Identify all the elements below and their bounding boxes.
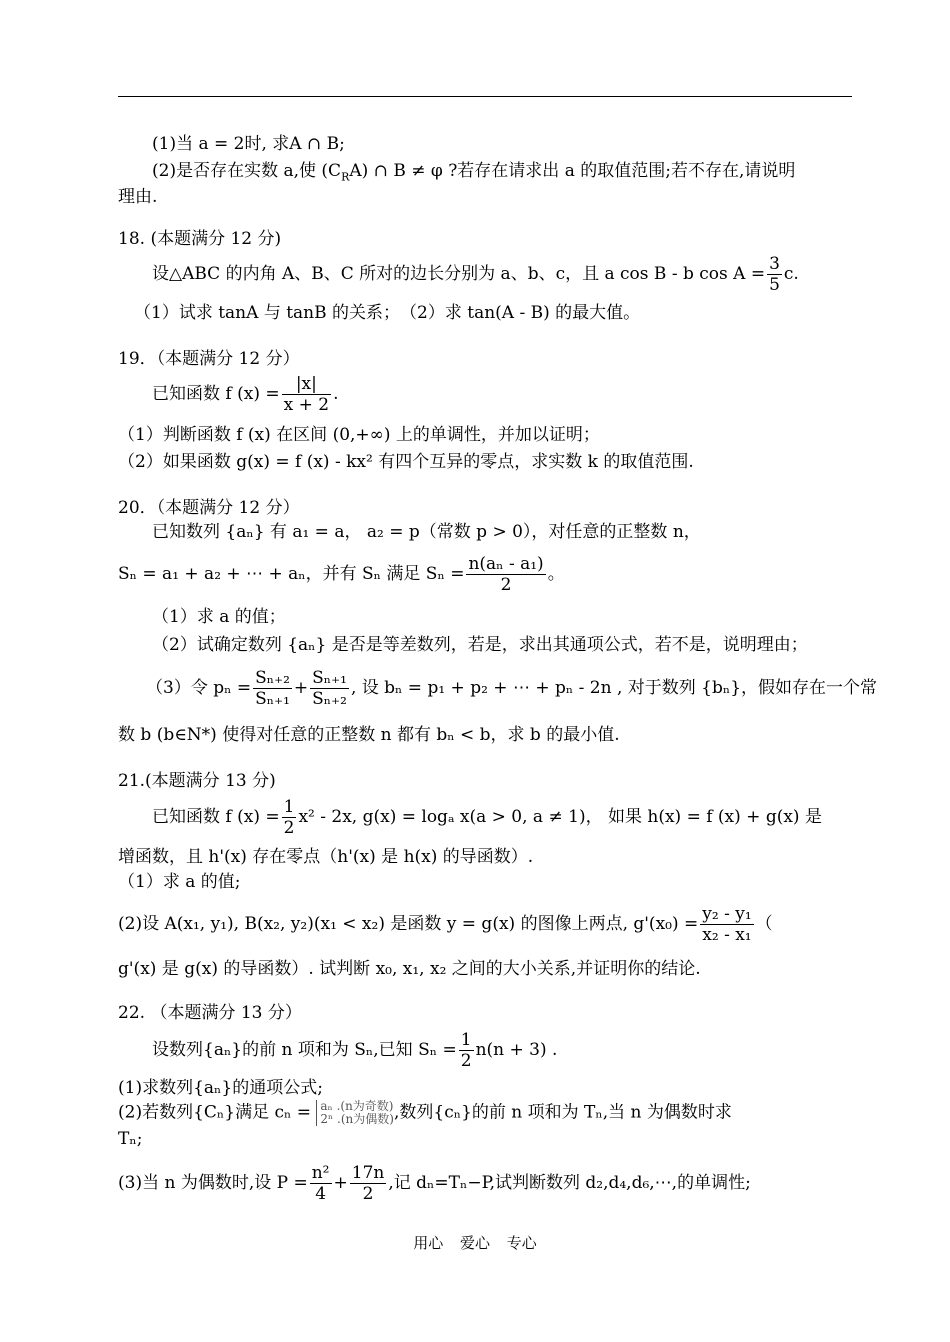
- q18-parts: （1）试求 tanA 与 tanB 的关系； （2）求 tan(A - B) 的最大值。: [134, 303, 641, 323]
- q22-part1: (1)求数列{aₙ}的通项公式;: [118, 1078, 323, 1098]
- q22-part3: (3)当 n 为偶数时,设 P = $\frac{\text{n²}}{4}$ + $\frac{17n}{2}$ ,记 dₙ=Tₙ−P,试判断数列 d₂,d₄,d₆,⋯,的单调性;: [118, 1163, 751, 1204]
- q21-header: 21.(本题满分 13 分): [118, 771, 276, 791]
- q21-fraction-2: $\frac{\text{y₂ - y₁}}{\text{x₂ - x₁}}$: [702, 904, 752, 945]
- q20-fraction-2: $\frac{\text{Sₙ₊₁}}{\text{Sₙ₊₂}}$: [312, 668, 347, 709]
- footer-word-3: 专心: [506, 1234, 537, 1252]
- q18-header: 18. (本题满分 12 分): [118, 229, 282, 249]
- q21-fraction: $\frac{1}{2}$: [283, 797, 295, 838]
- q17-part2-continued: 理由.: [118, 187, 158, 207]
- q22-part2-continued: Tₙ;: [118, 1129, 143, 1149]
- q20-part3-continued: 数 b (b∈N*) 使得对任意的正整数 n 都有 bₙ < b，求 b 的最小值.: [118, 725, 620, 745]
- footer-word-1: 用心: [413, 1234, 444, 1252]
- q22-fraction: $\frac{1}{2}$: [460, 1030, 472, 1071]
- q20-fraction-1: $\frac{\text{Sₙ₊₂}}{\text{Sₙ₊₁}}$: [255, 668, 290, 709]
- q21-statement-1: 已知函数 f (x) = $\frac{1}{2}$ x² - 2x, g(x) = logₐ x(a > 0, a ≠ 1)， 如果 h(x) = f (x) + g(x) 是: [152, 797, 822, 838]
- q22-part2: (2)若数列{Cₙ}满足 cₙ = aₙ .(n为奇数) 2ⁿ .(n为偶数) ,数列{cₙ}的前 n 项和为 Tₙ,当 n 为偶数时求: [118, 1099, 732, 1126]
- q19-header: 19．（本题满分 12 分）: [118, 349, 300, 369]
- footer-word-2: 爱心: [459, 1234, 490, 1252]
- page-footer: [0, 1232, 950, 1253]
- q19-fraction: $\frac{|x|}{x + 2}$: [283, 374, 330, 415]
- q18-fraction: $\frac{3}{5}$: [769, 254, 780, 295]
- q20-statement-1: 已知数列 {aₙ} 有 a₁ = a， a₂ = p（常数 p > 0），对任意的正整数 n，: [152, 522, 701, 542]
- q22-header: 22. （本题满分 13 分）: [118, 1003, 302, 1023]
- q22-fraction-1: $\frac{\text{n²}}{4}$: [311, 1163, 330, 1204]
- q19-part1: （1）判断函数 f (x) 在区间 (0,+∞) 上的单调性，并加以证明；: [118, 425, 600, 445]
- q20-part2: （2）试确定数列 {aₙ} 是否是等差数列，若是，求出其通项公式，若不是，说明理由；: [152, 635, 808, 655]
- q19-statement: 已知函数 f (x) = $\frac{|x|}{x + 2}$ .: [152, 374, 339, 415]
- q18-statement: 设△ABC 的内角 A、B、C 所对的边长分别为 a、b、c，且 a cos B - b cos A = $\frac{3}{5}$ c.: [152, 254, 799, 295]
- q19-part2: （2）如果函数 g(x) = f (x) - kx² 有四个互异的零点，求实数 k 的取值范围.: [118, 452, 694, 472]
- q20-fraction: $\frac{\text{n(aₙ - a₁)}}{2}$: [468, 554, 544, 595]
- q22-fraction-2: $\frac{17n}{2}$: [351, 1163, 385, 1204]
- q22-piecewise: aₙ .(n为奇数) 2ⁿ .(n为偶数): [316, 1100, 394, 1126]
- q22-statement: 设数列{aₙ}的前 n 项和为 Sₙ,已知 Sₙ = $\frac{1}{2}$ n(n + 3) .: [152, 1030, 558, 1071]
- q21-part2: (2)设 A(x₁, y₁), B(x₂, y₂)(x₁ < x₂) 是函数 y = g(x) 的图像上两点, g'(x₀) = $\frac{\text{y₂ - y₁}}{\text{x₂ - x₁}}$ （: [118, 904, 773, 945]
- q21-statement-2: 增函数，且 h'(x) 存在零点（h'(x) 是 h(x) 的导函数）.: [118, 847, 534, 867]
- q17-part1: (1)当 a = 2时, 求A ∩ B;: [152, 134, 345, 154]
- q17-part2: (2)是否存在实数 a,使 $(C_RA)$ ∩ B ≠ φ ?若存在请求出 a 的取值范围;若不存在,请说明: [152, 161, 796, 184]
- q20-part3: （3）令 pₙ = $\frac{\text{Sₙ₊₂}}{\text{Sₙ₊₁}}$ + $\frac{\text{Sₙ₊₁}}{\text{Sₙ₊₂}}$ , 设 bₙ = p₁ + p₂ + ⋯ + pₙ - 2n , 对于数列 {bₙ}，假如存在一个常: [146, 668, 878, 709]
- q20-header: 20．（本题满分 12 分）: [118, 498, 300, 518]
- q21-part2-continued: g'(x) 是 g(x) 的导函数）. 试判断 x₀, x₁, x₂ 之间的大小关系,并证明你的结论.: [118, 959, 701, 979]
- q20-statement-2: Sₙ = a₁ + a₂ + ⋯ + aₙ，并有 Sₙ 满足 Sₙ = $\frac{\text{n(aₙ - a₁)}}{2}$ 。: [118, 554, 565, 595]
- q21-part1: （1）求 a 的值;: [118, 872, 241, 892]
- header-rule: [118, 96, 852, 97]
- q20-part1: （1）求 a 的值；: [152, 607, 286, 627]
